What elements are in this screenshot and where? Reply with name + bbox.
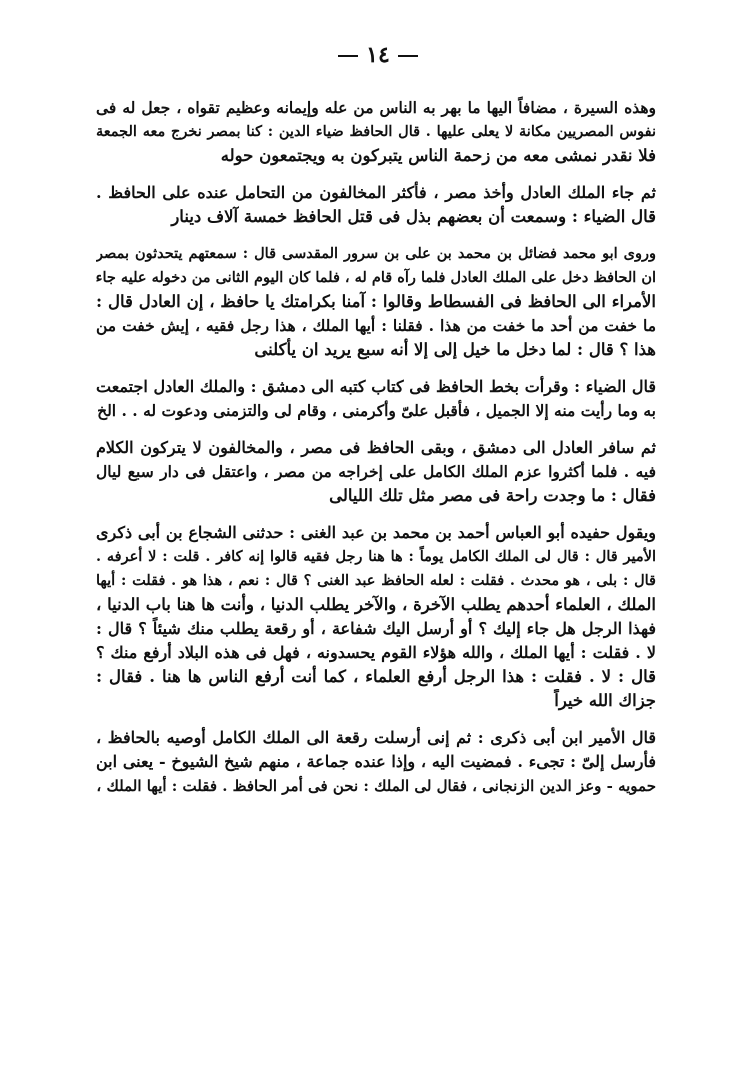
text-line: قال الضياء : وقرأت بخط الحافظ فى كتاب كتبه الى دمشق : والملك العادل اجتمعت: [96, 377, 656, 396]
text-paragraph: [96, 242, 656, 362]
text-line: الأمراء الى الحافظ فى الفسطاط وقالوا : آمنا بكرامتك يا حافظ ، إن العادل قال :: [96, 292, 656, 311]
text-line: فأرسل إلىّ : تجىء . فمضيت اليه ، وإذا عنده جماعة ، منهم شيخ الشيوخ - يعنى ابن: [96, 752, 656, 771]
text-line: قال : بلى ، هو محدث . فقلت : لعله الحافظ عبد الغنى ؟ قال : نعم ، هذا هو . فقلت : أيها: [96, 572, 656, 589]
text-line: الملك ، العلماء أحدهم يطلب الآخرة ، والآخر يطلب الدنيا ، وأنت ها هنا باب الدنيا ،: [96, 595, 656, 614]
text-line: جزاك الله خيراً: [554, 691, 656, 710]
text-line: لا . فقلت : أيها الملك ، والله هؤلاء القوم يحسدونه ، فهل فى هذه البلاد أرفع منك ؟: [96, 643, 656, 662]
text-paragraph: [96, 96, 656, 168]
text-line: قال : لا . فقلت : هذا الرجل أرفع العلماء ، كما أنت أرفع الناس ها هنا . فقال :: [96, 667, 656, 686]
text-line: فهذا الرجل هل جاء إليك ؟ أو أرسل اليك شفاعة ، أو رقعة يطلب منك شيئاً ؟ قال :: [96, 619, 656, 638]
dash-decoration: [398, 55, 418, 57]
text-line: قال الأمير ابن أبى ذكرى : ثم إنى أرسلت رقعة الى الملك الكامل أوصيه بالحافظ ،: [96, 728, 656, 747]
text-line: نفوس المصريين مكانة لا يعلى عليها . قال الحافظ ضياء الدين : كنا بمصر نخرج معه الجمعة: [96, 123, 656, 140]
text-line: هذا ؟ قال : لما دخل ما خيل إلى إلا أنه سبع يريد ان يأكلنى: [254, 340, 656, 359]
text-line: حمويه - وعز الدين الزنجانى ، فقال لى الملك : نحن فى أمر الحافظ . فقلت : أيها الملك ،: [96, 777, 656, 795]
text-line: به وما رأيت منه إلا الجميل ، فأقبل علىّ وأكرمنى ، وقام لى والتزمنى ودعوت له . . الخ: [97, 401, 656, 420]
text-line: فلا نقدر نمشى معه من زحمة الناس يتبركون به ويجتمعون حوله: [220, 146, 656, 165]
text-paragraph: [96, 726, 656, 798]
page-body: [96, 96, 656, 811]
text-line: ما خفت من أحد ما خفت من هذا . فقلنا : أيها الملك ، هذا رجل فقيه ، إيش خفت من: [96, 316, 656, 335]
text-line: فقال : ما وجدت راحة فى مصر مثل تلك الليالى: [329, 486, 656, 505]
text-line: ثم جاء الملك العادل وأخذ مصر ، فأكثر المخالفون من التحامل عنده على الحافظ .: [96, 183, 656, 202]
dash-decoration: [338, 55, 358, 57]
text-line: وهذه السيرة ، مضافاً اليها ما بهر به الناس من عله وإيمانه وعظيم تقواه ، جعل له فى: [96, 98, 656, 117]
text-paragraph: [96, 436, 656, 508]
page-number: ١٤: [366, 42, 390, 68]
text-line: ان الحافظ دخل على الملك العادل فلما رآه قام له ، فلما كان اليوم الثانى من دخوله عليه جاء: [96, 269, 656, 286]
text-paragraph: [96, 521, 656, 713]
text-line: وروى ابو محمد فضائل بن محمد بن على بن سرور المقدسى قال : سمعتهم يتحدثون بمصر: [96, 245, 656, 262]
text-line: فيه . فلما أكثروا عزم الملك الكامل على إخراجه من مصر ، واعتقل فى دار سبع ليال: [96, 462, 656, 481]
text-line: ثم سافر العادل الى دمشق ، وبقى الحافظ فى مصر ، والمخالفون لا يتركون الكلام: [96, 438, 656, 457]
text-paragraph: [96, 375, 656, 423]
page-number-header: [0, 42, 756, 68]
text-line: الأمير قال : قال لى الملك الكامل يوماً : ها هنا رجل فقيه قالوا إنه كافر . قلت : لا أعرفه .: [96, 548, 656, 565]
text-line: قال الضياء : وسمعت أن بعضهم بذل فى قتل الحافظ خمسة آلاف دينار: [171, 207, 656, 226]
text-line: ويقول حفيده أبو العباس أحمد بن محمد بن عبد الغنى : حدثنى الشجاع بن أبى ذكرى: [96, 523, 656, 542]
text-paragraph: [96, 181, 656, 229]
